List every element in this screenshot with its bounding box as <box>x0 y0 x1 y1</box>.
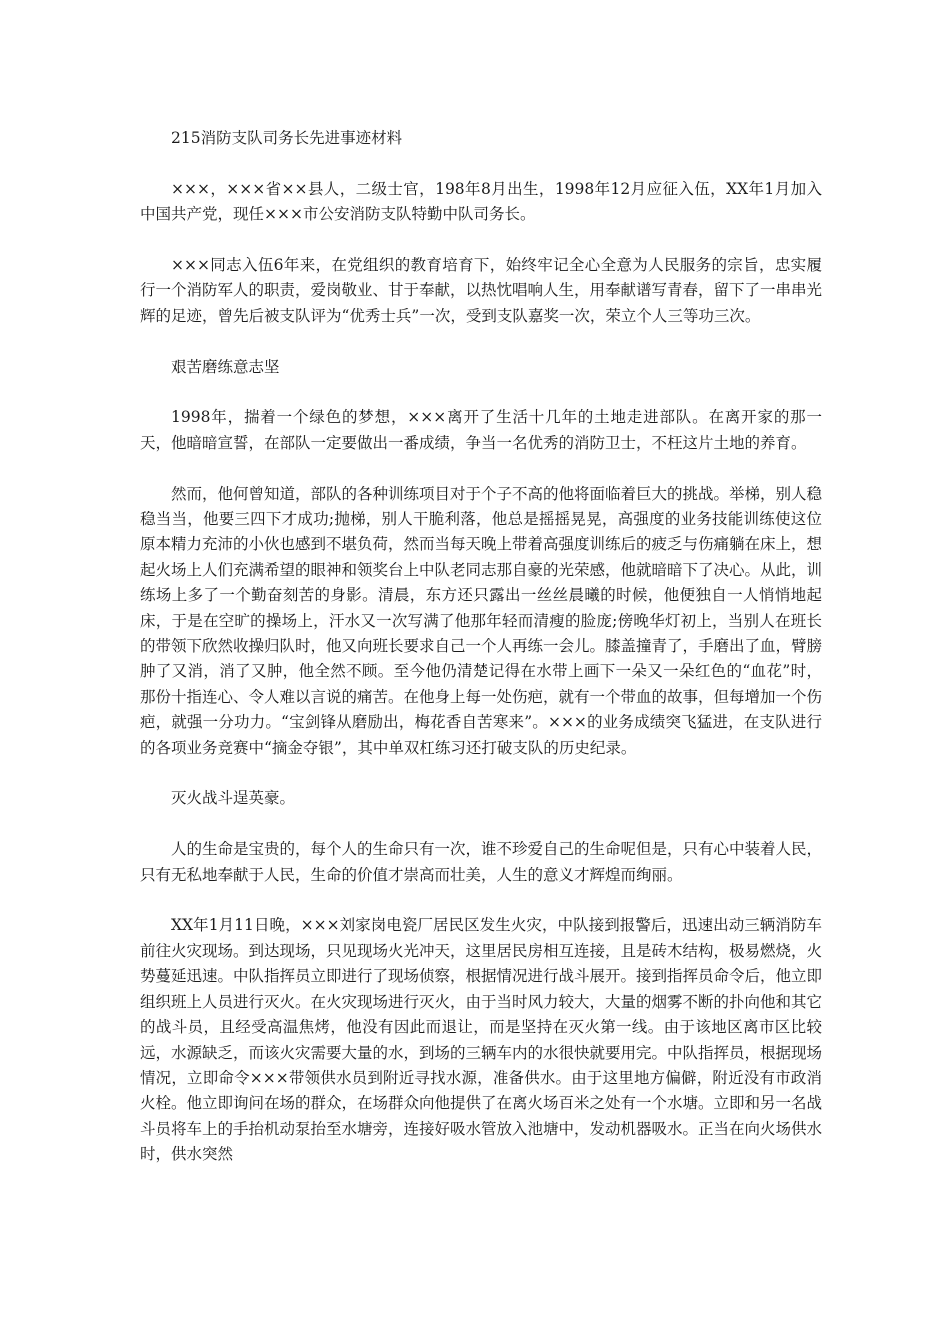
paragraph-enlistment: 1998年，揣着一个绿色的梦想，×××离开了生活十几年的土地走进部队。在离开家的那一天，他暗暗宣誓，在部队一定要做出一番成绩，争当一名优秀的消防卫士，不枉这片土地的养育。 <box>140 408 822 452</box>
paragraph-intro: ×××，×××省××县人，二级士官，198年8月出生，1998年12月应征入伍，XX年1月加入中国共产党，现任×××市公安消防支队特勤中队司务长。 <box>140 179 822 224</box>
paragraph-summary: ×××同志入伍6年来，在党组织的教育培育下，始终牢记全心全意为人民服务的宗旨，忠实履行一个消防军人的职责，爱岗敬业、甘于奉献，以热忱唱响人生，用奉献谱写青春，留下了一串串光辉的足迹，曾先后被支队评为“优秀士兵”一次，受到支队嘉奖一次，荣立个人三等功三次。 <box>140 256 823 325</box>
section-heading-training: 艰苦磨练意志坚 <box>171 357 280 376</box>
document-title: 215消防支队司务长先进事迹材料 <box>171 129 403 147</box>
paragraph-training: 然而，他何曾知道，部队的各种训练项目对于个子不高的他将面临着巨大的挑战。举梯，别人稳稳当当，他要三四下才成功;抛梯，别人干脆利落，他总是摇摇晃晃，高强度的业务技能训练使这位原本精力充沛的小伙也感到不堪负荷，然而当每天晚上带着高强度训练后的疲乏与伤痛躺在床上，想起火场上人们充满希望的眼神和领奖台上中队老同志那自豪的光荣感，他就暗暗下了决心。从此，训练场上多了一个勤奋刻苦的身影。清晨，东方还只露出一丝丝晨曦的时候，他便独自一人悄悄地起床，于是在空旷的操场上，汗水又一次写满了他那年轻而清瘦的脸庞;傍晚华灯初上，当别人在班长的带领下欣然收操归队时，他又向班长要求自己一个人再练一会儿。膝盖撞青了，手磨出了血，臂膀肿了又消，消了又肿，他全然不顾。至今他仍清楚记得在水带上画下一朵又一朵红色的“血花”时，那份十指连心、令人难以言说的痛苦。在他身上每一处伤疤，就有一个带血的故事，但每增加一个伤疤，就强一分功力。“宝剑锋从磨励出，梅花香自苦寒来”。×××的业务成绩突飞猛进，在支队进行的各项业务竞赛中“摘金夺银”，其中单双杠练习还打破支队的历史纪录。 <box>140 484 823 757</box>
paragraph-life-value: 人的生命是宝贵的，每个人的生命只有一次，谁不珍爱自己的生命呢但是，只有心中装着人民，只有无私地奉献于人民，生命的价值才崇高而壮美，人生的意义才辉煌而绚丽。 <box>140 840 823 884</box>
section-heading-firefighting: 灭火战斗逞英豪。 <box>171 789 296 808</box>
document-page <box>140 126 822 1193</box>
paragraph-fire-incident: XX年1月11日晚，×××刘家岗电瓷厂居民区发生火灾，中队接到报警后，迅速出动三辆消防车前往火灾现场。到达现场，只见现场火光冲天，这里居民房相互连接，且是砖木结构，极易燃烧，火势蔓延迅速。中队指挥员立即进行了现场侦察，根据情况进行战斗展开。接到指挥员命令后，他立即组织班上人员进行灭火。在火灾现场进行灭火，由于当时风力较大，大量的烟雾不断的扑向他和其它的战斗员，且经受高温焦烤，他没有因此而退让，而是坚持在灭火第一线。由于该地区离市区比较远，水源缺乏，而该火灾需要大量的水，到场的三辆车内的水很快就要用完。中队指挥员，根据现场情况，立即命令×××带领供水员到附近寻找水源，准备供水。由于这里地方偏僻，附近没有市政消火栓。他立即询问在场的群众，在场群众向他提供了在离火场百米之处有一个水塘。立即和另一名战斗员将车上的手抬机动泵抬至水塘旁，连接好吸水管放入池塘中，发动机器吸水。正当在向火场供水时，供水突然 <box>140 916 823 1164</box>
